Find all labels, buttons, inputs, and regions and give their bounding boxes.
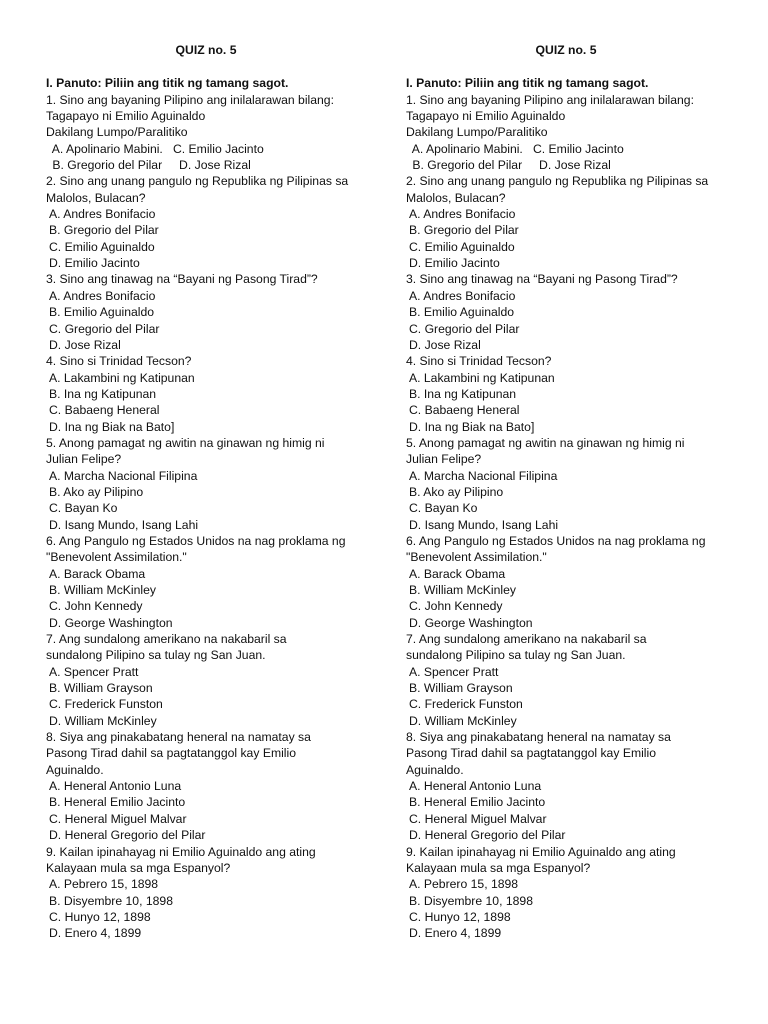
question-text: 4. Sino si Trinidad Tecson? [406, 354, 552, 369]
quiz-lines [406, 92, 736, 942]
answer-option: B. Disyembre 10, 1898 [409, 893, 533, 908]
question-text: 6. Ang Pangulo ng Estados Unidos na nag proklama ng [406, 533, 706, 548]
question-text: Julian Felipe? [46, 452, 122, 467]
answer-option: B. Gregorio del Pilar D. Jose Rizal [409, 158, 611, 173]
question-text: 6. Ang Pangulo ng Estados Unidos na nag proklama ng [46, 533, 346, 548]
answer-option: C. Emilio Aguinaldo [409, 239, 515, 254]
answer-option: A. Spencer Pratt [409, 664, 499, 679]
question-text: 9. Kailan ipinahayag ni Emilio Aguinaldo ang ating [46, 844, 316, 859]
answer-option: B. William McKinley [409, 583, 516, 597]
answer-option: C. Gregorio del Pilar [49, 321, 160, 336]
answer-option: C. Heneral Miguel Malvar [409, 811, 547, 826]
answer-option: D. Heneral Gregorio del Pilar [409, 828, 566, 843]
question-text: Julian Felipe? [406, 452, 482, 467]
answer-option: A. Heneral Antonio Luna [409, 779, 542, 794]
question-text: 3. Sino ang tinawag na “Bayani ng Pasong Tirad”? [46, 272, 318, 287]
answer-option: D. Heneral Gregorio del Pilar [49, 828, 206, 843]
answer-option: A. Pebrero 15, 1898 [49, 877, 159, 892]
answer-option: C. Frederick Funston [409, 697, 523, 712]
quiz-lines [46, 92, 376, 942]
question-text: sundalong Pilipino sa tulay ng San Juan. [406, 648, 626, 663]
answer-option: A. Andres Bonifacio [409, 288, 516, 303]
answer-option: C. Heneral Miguel Malvar [49, 811, 187, 826]
quiz-title: QUIZ no. 5 [535, 43, 597, 57]
question-text: Aguinaldo. [406, 762, 464, 777]
answer-option: D. Emilio Jacinto [409, 256, 500, 271]
answer-option: A. Lakambini ng Katipunan [409, 370, 555, 385]
answer-option: C. Frederick Funston [49, 697, 163, 712]
question-text: Kalayaan mula sa mga Espanyol? [46, 860, 231, 875]
answer-option: B. William Grayson [409, 681, 513, 696]
answer-option: D. William McKinley [409, 713, 517, 728]
question-text: sundalong Pilipino sa tulay ng San Juan. [46, 648, 266, 663]
answer-option: B. Emilio Aguinaldo [49, 305, 155, 320]
answer-option: A. Andres Bonifacio [409, 207, 516, 222]
answer-option: D. Ina ng Biak na Bato] [409, 419, 535, 434]
answer-option: C. Hunyo 12, 1898 [49, 909, 151, 924]
answer-option: A. Heneral Antonio Luna [49, 779, 182, 794]
question-text: Malolos, Bulacan? [46, 190, 146, 205]
answer-option: C. Babaeng Heneral [49, 403, 160, 418]
question-text: 2. Sino ang unang pangulo ng Republika ng Pilipinas sa [406, 174, 709, 189]
question-text: 8. Siya ang pinakabatang heneral na namatay sa [46, 730, 311, 745]
question-text: 1. Sino ang bayaning Pilipino ang inilalarawan bilang: [406, 92, 694, 107]
question-text: 7. Ang sundalong amerikano na nakabaril sa [406, 632, 647, 647]
question-text: Tagapayo ni Emilio Aguinaldo [46, 109, 206, 124]
answer-option: A. Barack Obama [49, 566, 146, 581]
answer-option: D. George Washington [409, 615, 533, 630]
answer-option: D. Enero 4, 1899 [49, 926, 142, 941]
question-text: Aguinaldo. [46, 762, 104, 777]
answer-option: B. Gregorio del Pilar [409, 223, 519, 238]
answer-option: C. Bayan Ko [49, 501, 118, 516]
question-text: Pasong Tirad dahil sa pagtatanggol kay Emilio [406, 746, 656, 761]
quiz-column-left [46, 42, 376, 942]
question-text: Pasong Tirad dahil sa pagtatanggol kay Emilio [46, 746, 296, 761]
answer-option: A. Apolinario Mabini. C. Emilio Jacinto [409, 141, 624, 156]
question-text: 2. Sino ang unang pangulo ng Republika ng Pilipinas sa [46, 174, 349, 189]
answer-option: B. William Grayson [49, 681, 153, 696]
answer-option: A. Andres Bonifacio [49, 207, 156, 222]
quiz-instruction: I. Panuto: Piliin ang titik ng tamang sagot. [46, 76, 289, 91]
answer-option: D. Jose Rizal [49, 337, 121, 352]
answer-option: B. Disyembre 10, 1898 [49, 893, 173, 908]
answer-option: D. George Washington [49, 615, 173, 630]
question-text: Tagapayo ni Emilio Aguinaldo [406, 109, 566, 124]
answer-option: C. John Kennedy [49, 599, 143, 614]
question-text: Kalayaan mula sa mga Espanyol? [406, 860, 591, 875]
question-text: Dakilang Lumpo/Paralitiko [406, 125, 548, 140]
answer-option: A. Marcha Nacional Filipina [409, 468, 558, 483]
question-text: 5. Anong pamagat ng awitin na ginawan ng himig ni [46, 435, 325, 450]
answer-option: D. Enero 4, 1899 [409, 926, 502, 941]
answer-option: B. Ina ng Katipunan [409, 386, 517, 401]
question-text: 3. Sino ang tinawag na “Bayani ng Pasong Tirad”? [406, 272, 678, 287]
question-text: 5. Anong pamagat ng awitin na ginawan ng himig ni [406, 435, 685, 450]
quiz-instruction: I. Panuto: Piliin ang titik ng tamang sagot. [406, 76, 649, 91]
answer-option: B. Heneral Emilio Jacinto [49, 795, 186, 810]
answer-option: C. John Kennedy [409, 599, 503, 614]
question-text: 1. Sino ang bayaning Pilipino ang inilalarawan bilang: [46, 92, 334, 107]
answer-option: D. Emilio Jacinto [49, 256, 140, 271]
answer-option: B. William McKinley [49, 583, 156, 597]
answer-option: A. Apolinario Mabini. C. Emilio Jacinto [49, 141, 264, 156]
question-text: 7. Ang sundalong amerikano na nakabaril sa [46, 632, 287, 647]
answer-option: C. Hunyo 12, 1898 [409, 909, 511, 924]
answer-option: A. Lakambini ng Katipunan [49, 370, 195, 385]
answer-option: D. Isang Mundo, Isang Lahi [409, 517, 559, 532]
quiz-column-right [406, 42, 736, 942]
answer-option: A. Andres Bonifacio [49, 288, 156, 303]
question-text: 8. Siya ang pinakabatang heneral na namatay sa [406, 730, 671, 745]
answer-option: C. Bayan Ko [409, 501, 478, 516]
answer-option: B. Ina ng Katipunan [49, 386, 157, 401]
answer-option: D. Isang Mundo, Isang Lahi [49, 517, 199, 532]
question-text: 4. Sino si Trinidad Tecson? [46, 354, 192, 369]
answer-option: B. Gregorio del Pilar D. Jose Rizal [49, 158, 251, 173]
answer-option: D. Jose Rizal [409, 337, 481, 352]
answer-option: A. Barack Obama [409, 566, 506, 581]
answer-option: C. Gregorio del Pilar [409, 321, 520, 336]
question-text: "Benevolent Assimilation." [406, 550, 547, 565]
answer-option: D. William McKinley [49, 713, 157, 728]
answer-option: B. Heneral Emilio Jacinto [409, 795, 546, 810]
answer-option: A. Spencer Pratt [49, 664, 139, 679]
answer-option: A. Marcha Nacional Filipina [49, 468, 198, 483]
answer-option: C. Babaeng Heneral [409, 403, 520, 418]
answer-option: B. Emilio Aguinaldo [409, 305, 515, 320]
answer-option: B. Ako ay Pilipino [49, 484, 144, 499]
answer-option: A. Pebrero 15, 1898 [409, 877, 519, 892]
question-text: 9. Kailan ipinahayag ni Emilio Aguinaldo ang ating [406, 844, 676, 859]
answer-option: B. Ako ay Pilipino [409, 484, 504, 499]
answer-option: D. Ina ng Biak na Bato] [49, 419, 175, 434]
quiz-title: QUIZ no. 5 [175, 43, 237, 57]
answer-option: B. Gregorio del Pilar [49, 223, 159, 238]
question-text: "Benevolent Assimilation." [46, 550, 187, 565]
question-text: Malolos, Bulacan? [406, 190, 506, 205]
question-text: Dakilang Lumpo/Paralitiko [46, 125, 188, 140]
answer-option: C. Emilio Aguinaldo [49, 239, 155, 254]
